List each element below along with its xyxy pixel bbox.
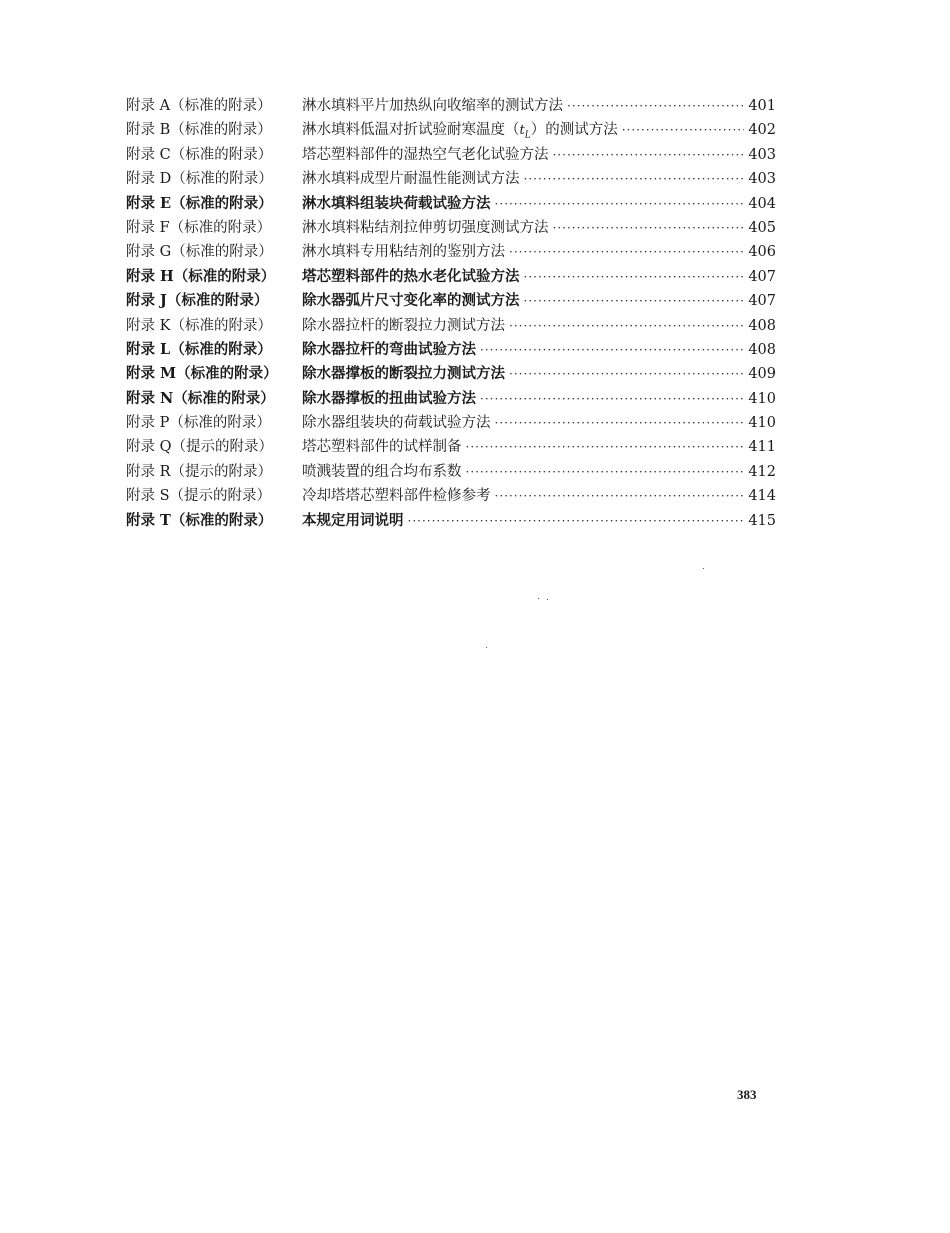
toc-label: 附录 B（标准的附录） [126,122,272,139]
toc-page-number: 404 [748,195,776,212]
toc-title: 塔芯塑料部件的湿热空气老化试验方法 [302,146,549,163]
toc-title-post: ）的测试方法 [530,122,618,139]
toc-page-number: 410 [748,415,776,432]
toc-title: 淋水填料平片加热纵向收缩率的测试方法 [302,98,563,114]
toc-entry-h[interactable] [126,265,776,289]
toc-entry-m[interactable] [126,362,776,386]
toc-entry-c[interactable] [126,143,776,167]
scan-speck [547,599,548,600]
toc-entry-s[interactable] [126,484,776,508]
toc-leader-dots [567,99,744,113]
toc-leader-dots [553,221,745,235]
toc-leader-dots [524,172,745,186]
toc-entry-q[interactable] [126,435,776,459]
toc-title: 淋水填料粘结剂拉伸剪切强度测试方法 [302,219,549,236]
toc-page-number: 401 [748,98,776,114]
toc-page-number: 403 [748,146,776,163]
toc-leader-dots [509,367,744,381]
toc-label: 附录 P（标准的附录） [126,415,271,432]
toc-label: 附录 K（标准的附录） [126,317,272,334]
toc-entry-f[interactable] [126,216,776,240]
toc-entry-e[interactable] [126,192,776,216]
toc-leader-dots [480,392,744,406]
toc-label: 附录 Q（提示的附录） [126,439,273,456]
toc-entry-d[interactable] [126,167,776,191]
toc-page-number: 405 [748,219,776,236]
toc-entry-g[interactable] [126,240,776,264]
toc-title [302,118,618,141]
toc-leader-dots [524,294,745,308]
scan-speck [538,598,539,599]
toc-page-number: 406 [748,244,776,261]
toc-label: 附录 C（标准的附录） [126,146,273,163]
toc-label: 附录 N（标准的附录） [126,389,275,407]
toc-page-number: 410 [748,390,776,407]
scan-speck [486,647,487,648]
toc-title: 喷溅装置的组合均布系数 [302,463,462,480]
toc-label: 附录 T（标准的附录） [126,511,273,529]
toc-page-number: 402 [748,122,776,139]
toc-entry-l[interactable] [126,338,776,362]
toc-leader-dots [524,270,745,284]
toc-title: 除水器拉杆的弯曲试验方法 [302,340,476,358]
toc-label: 附录 H（标准的附录） [126,267,276,285]
toc-leader-dots [466,465,745,479]
toc-title-var: t [519,123,525,139]
toc-page-number: 407 [748,293,776,310]
toc-label: 附录 S（提示的附录） [126,488,272,505]
toc-page-number: 409 [748,366,776,383]
toc-label: 附录 M（标准的附录） [126,365,278,383]
toc-entry-j[interactable] [126,289,776,313]
toc-title: 除水器撑板的断裂拉力测试方法 [302,365,505,383]
toc-entry-a[interactable] [126,94,776,118]
toc-leader-dots [495,489,745,503]
toc-leader-dots [622,123,745,137]
toc-title: 淋水填料成型片耐温性能测试方法 [302,171,520,188]
toc-page-number: 403 [748,171,776,188]
toc-title: 除水器组装块的荷载试验方法 [302,415,491,432]
toc-entry-p[interactable] [126,411,776,435]
toc-title-subscript: L [524,130,531,141]
toc-entry-k[interactable] [126,314,776,338]
toc-entry-b[interactable] [126,118,776,142]
toc-entry-r[interactable] [126,460,776,484]
toc-label: 附录 G（标准的附录） [126,244,273,261]
toc-page-number: 408 [748,317,776,334]
toc-leader-dots [553,148,745,162]
toc-leader-dots [495,416,745,430]
toc-label: 附录 D（标准的附录） [126,171,273,188]
toc-page-number: 407 [748,268,776,285]
toc-leader-dots [509,245,744,259]
toc-label: 附录 A（标准的附录） [126,98,272,114]
toc-page-number: 408 [748,341,776,358]
toc-title: 除水器弧片尺寸变化率的测试方法 [302,292,520,310]
toc-leader-dots [408,514,745,528]
toc-title: 除水器撑板的扭曲试验方法 [302,389,476,407]
toc-title: 塔芯塑料部件的试样制备 [302,439,462,456]
toc-title: 淋水填料组装块荷载试验方法 [302,194,491,212]
toc-label: 附录 J（标准的附录） [126,292,269,310]
toc-title-variable [519,123,531,141]
toc-leader-dots [509,319,744,333]
toc-title: 淋水填料专用粘结剂的鉴别方法 [302,244,505,261]
toc-entry-n[interactable] [126,387,776,411]
table-of-contents [126,94,776,533]
toc-title: 塔芯塑料部件的热水老化试验方法 [302,267,520,285]
footer-page-number: 383 [737,1087,757,1102]
toc-page-number: 415 [748,512,776,529]
toc-title: 本规定用词说明 [302,511,404,529]
toc-leader-dots [466,440,745,454]
toc-leader-dots [495,197,745,211]
toc-label: 附录 F（标准的附录） [126,219,272,236]
toc-entry-t[interactable] [126,509,776,533]
toc-title: 冷却塔塔芯塑料部件检修参考 [302,488,491,505]
toc-leader-dots [480,343,744,357]
toc-label: 附录 E（标准的附录） [126,194,273,212]
toc-page-number: 414 [748,488,776,505]
toc-label: 附录 R（提示的附录） [126,463,273,480]
toc-label: 附录 L（标准的附录） [126,340,272,358]
scan-speck [703,568,704,569]
toc-title-pre: 淋水填料低温对折试验耐寒温度（ [302,122,520,139]
toc-page-number: 411 [748,439,776,456]
toc-title: 除水器拉杆的断裂拉力测试方法 [302,317,505,334]
toc-page-number: 412 [748,463,776,480]
